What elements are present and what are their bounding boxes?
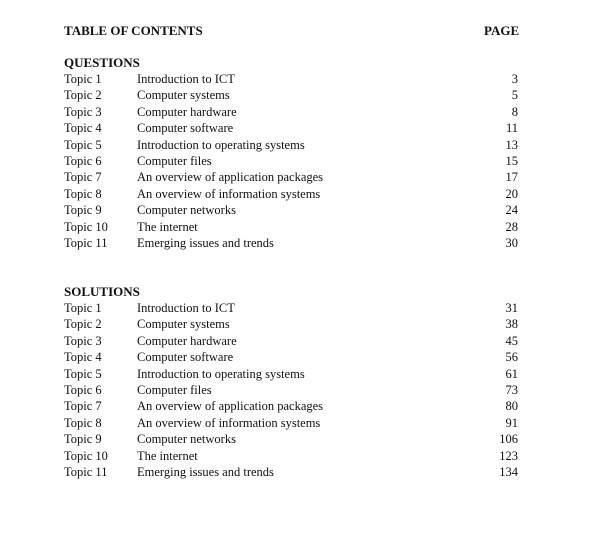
toc-topic-number: Topic 2	[64, 317, 102, 332]
toc-topic-number: Topic 11	[64, 464, 108, 479]
toc-topic-title: Emerging issues and trends	[137, 464, 274, 479]
toc-topic-number: Topic 3	[64, 104, 102, 119]
toc-row	[64, 333, 518, 349]
toc-topic-number: Topic 9	[64, 203, 102, 218]
toc-topic-number: Topic 7	[64, 399, 102, 414]
toc-topic-number: Topic 10	[64, 219, 108, 234]
questions-list	[64, 71, 518, 251]
solutions-list	[64, 300, 518, 480]
toc-topic-number: Topic 1	[64, 72, 102, 86]
toc-page-number: 31	[505, 301, 518, 315]
toc-topic-number: Topic 1	[64, 301, 102, 315]
toc-row	[64, 120, 518, 136]
toc-topic-title: Computer files	[137, 153, 212, 168]
toc-row	[64, 169, 518, 185]
toc-topic-number: Topic 8	[64, 415, 102, 430]
toc-row	[64, 366, 518, 382]
toc-row	[64, 87, 518, 103]
toc-topic-title: Computer networks	[137, 203, 236, 218]
toc-topic-title: Introduction to ICT	[137, 72, 235, 86]
toc-topic-number: Topic 6	[64, 153, 102, 168]
toc-topic-title: The internet	[137, 448, 198, 463]
toc-topic-number: Topic 2	[64, 88, 102, 103]
toc-row	[64, 137, 518, 153]
toc-topic-title: Computer software	[137, 121, 234, 136]
toc-page-number: 5	[511, 88, 518, 103]
toc-topic-number: Topic 9	[64, 432, 102, 447]
toc-page-number: 15	[505, 153, 518, 168]
toc-topic-title: Introduction to ICT	[137, 301, 235, 315]
toc-row	[64, 300, 518, 316]
toc-page-number: 38	[505, 317, 518, 332]
toc-topic-number: Topic 10	[64, 448, 108, 463]
toc-topic-title: Introduction to operating systems	[137, 366, 305, 381]
toc-topic-title: An overview of application packages	[137, 399, 324, 414]
toc-topic-number: Topic 8	[64, 186, 102, 201]
solutions-section-title: SOLUTIONS	[64, 284, 140, 299]
toc-row	[64, 153, 518, 169]
toc-topic-title: Computer systems	[137, 317, 230, 332]
toc-row	[64, 71, 518, 87]
toc-topic-title: Computer software	[137, 350, 234, 365]
toc-page-number: 30	[505, 235, 518, 250]
toc-topic-number: Topic 3	[64, 333, 102, 348]
toc-topic-title: The internet	[137, 219, 198, 234]
toc-page-number: 80	[505, 399, 518, 414]
toc-row	[64, 349, 518, 365]
toc-row	[64, 104, 518, 120]
toc-row	[64, 316, 518, 332]
toc-topic-title: Emerging issues and trends	[137, 235, 274, 250]
toc-row	[64, 186, 518, 202]
toc-page-number: 73	[505, 382, 518, 397]
toc-row	[64, 464, 518, 480]
toc-page-number: 56	[505, 350, 518, 365]
toc-page-number: 28	[505, 219, 518, 234]
toc-page-number: 8	[511, 104, 518, 119]
toc-row	[64, 202, 518, 218]
toc-topic-title: Computer files	[137, 382, 212, 397]
toc-topic-number: Topic 5	[64, 137, 102, 152]
toc-page-number: 11	[505, 121, 518, 136]
toc-row	[64, 415, 518, 431]
toc-topic-title: Introduction to operating systems	[137, 137, 305, 152]
toc-page-number: 3	[511, 72, 518, 86]
toc-topic-title: An overview of information systems	[137, 186, 321, 201]
toc-topic-number: Topic 7	[64, 170, 102, 185]
toc-page-number: 45	[505, 333, 518, 348]
toc-topic-title: Computer hardware	[137, 333, 237, 348]
toc-topic-title: Computer systems	[137, 88, 230, 103]
toc-topic-title: Computer networks	[137, 432, 236, 447]
toc-row	[64, 219, 518, 235]
toc-page-number: 17	[505, 170, 518, 185]
toc-page-number: 106	[499, 432, 518, 447]
toc-topic-number: Topic 6	[64, 382, 102, 397]
toc-row	[64, 431, 518, 447]
toc-topic-number: Topic 5	[64, 366, 102, 381]
toc-row	[64, 382, 518, 398]
toc-page-number: 20	[505, 186, 518, 201]
toc-heading: TABLE OF CONTENTS	[64, 23, 203, 38]
toc-topic-number: Topic 11	[64, 235, 108, 250]
toc-topic-title: An overview of information systems	[137, 415, 321, 430]
toc-topic-title: An overview of application packages	[137, 170, 324, 185]
toc-topic-number: Topic 4	[64, 350, 102, 365]
toc-page-number: 91	[505, 415, 518, 430]
toc-page-number: 61	[505, 366, 518, 381]
toc-row	[64, 235, 518, 251]
toc-topic-title: Computer hardware	[137, 104, 237, 119]
toc-row	[64, 398, 518, 414]
toc-topic-number: Topic 4	[64, 121, 102, 136]
toc-page-number: 123	[499, 448, 518, 463]
toc-page-number: 134	[499, 464, 518, 479]
toc-page-number: 13	[505, 137, 518, 152]
page-column-heading: PAGE	[484, 23, 520, 38]
questions-section-title: QUESTIONS	[64, 55, 140, 70]
toc-row	[64, 448, 518, 464]
toc-page-number: 24	[505, 203, 518, 218]
